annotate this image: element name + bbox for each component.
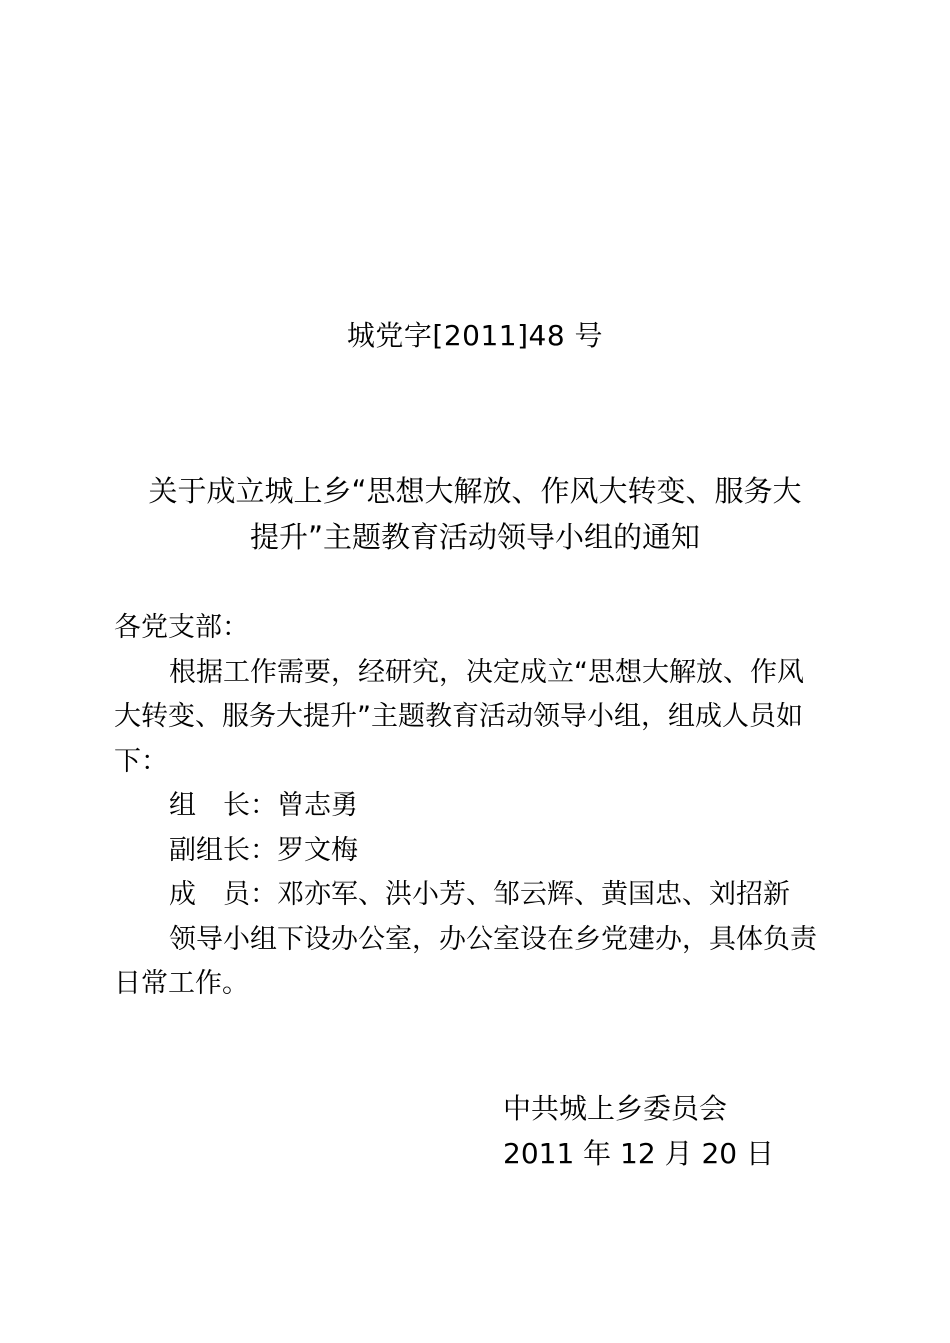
document-body: [114, 606, 840, 1007]
signature-block: [503, 1086, 774, 1176]
deputy-leader-line: 副组长：罗文梅: [169, 834, 358, 866]
document-number: 城党字[2011]48 号: [346, 319, 604, 352]
leader-line: 组 长：曾志勇: [169, 790, 358, 821]
title-line-2: 提升”主题教育活动领导小组的通知: [249, 520, 701, 554]
members-line: 成 员：邓亦军、洪小芳、邹云辉、黄国忠、刘招新: [169, 879, 790, 910]
title-line-1: 关于成立城上乡“思想大解放、作风大转变、服务大: [148, 474, 802, 508]
signature-organization: 中共城上乡委员会: [503, 1092, 728, 1125]
body-line-1: 根据工作需要，经研究，决定成立“思想大解放、作风: [169, 656, 804, 688]
salutation: 各党支部：: [114, 612, 249, 643]
body-line-2: 大转变、服务大提升”主题教育活动领导小组，组成人员如: [114, 701, 803, 732]
body-line-3: 下：: [114, 745, 168, 777]
signature-date: 2011 年 12 月 20 日: [503, 1137, 775, 1170]
document-title: [112, 468, 838, 560]
office-line-2: 日常工作。: [114, 968, 249, 999]
office-line-1: 领导小组下设办公室，办公室设在乡党建办，具体负责: [169, 923, 817, 955]
